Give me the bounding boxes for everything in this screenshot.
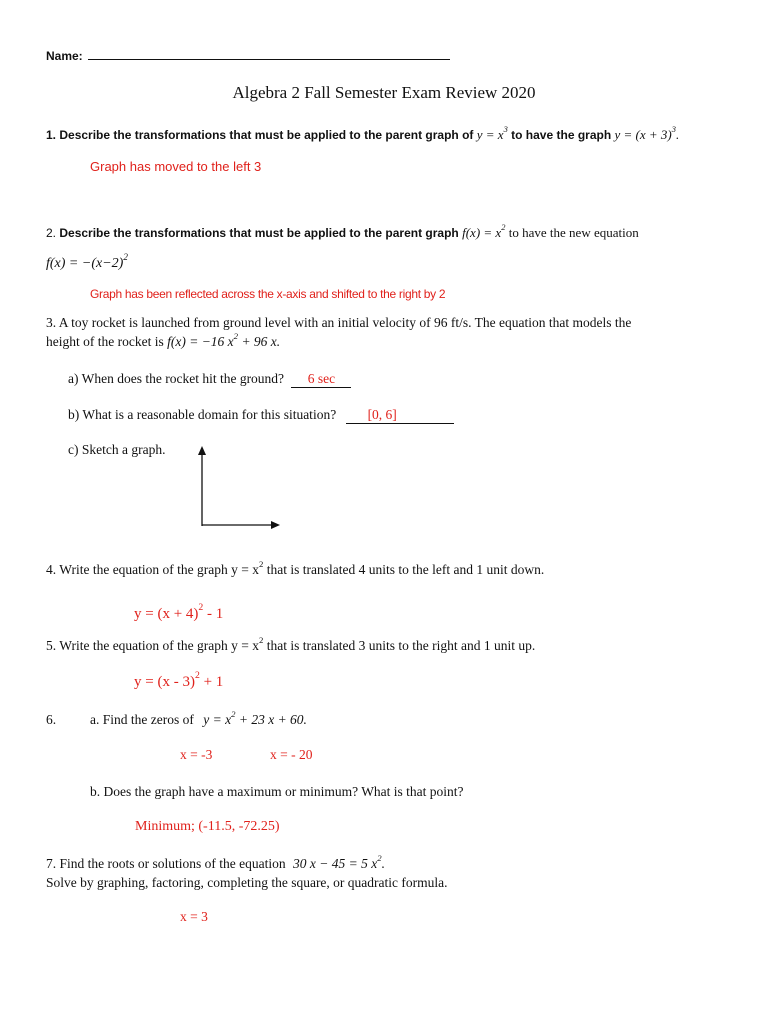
q4-answer: $y = (x + 4)^2 - 1$ xyxy=(134,602,224,622)
q7-equation: 30 x − 45 = 5 $x^2$. xyxy=(292,852,385,871)
q1-target-equation: $y = (x + 3)^3$. xyxy=(614,123,680,142)
name-blank-line[interactable] xyxy=(88,48,450,60)
x-axis-arrow xyxy=(271,521,280,529)
q5-answer: y = (x - 3)$^2$ + 1 xyxy=(134,670,224,690)
q3a-question: a) When does the rocket hit the ground? xyxy=(68,371,285,386)
question-4: 4. Write the equation of the graph $y = x^2$ that is translated 4 units to the left and 1 unit down. xyxy=(46,558,545,577)
page-title: Algebra 2 Fall Semester Exam Review 2020 xyxy=(232,83,536,102)
question-1 xyxy=(46,123,680,143)
q1-answer: Graph has moved to the left 3 xyxy=(90,159,262,174)
y-axis-arrow xyxy=(198,446,206,455)
q2-parent-equation: $f(x) = x^2$ xyxy=(462,221,506,240)
q1-text-b: to have the graph xyxy=(511,128,612,142)
q3a-answer: 6 sec xyxy=(307,371,336,386)
q7-instructions: Solve by graphing, factoring, completing the square, or quadratic formula. xyxy=(46,875,448,890)
q3-line-2: height of the rocket is f(x) = −16 $x^2 + 96$ x. xyxy=(46,330,281,349)
q2-text-a: Describe the transformations that must be applied to the parent graph xyxy=(59,226,459,240)
q3a-answer-blank[interactable] xyxy=(291,371,351,388)
q3a-row xyxy=(68,371,351,388)
sketch-axes xyxy=(190,440,290,535)
q3-rocket-equation: f(x) = −16 $x^2 + 96$ x. xyxy=(167,330,281,349)
q3b-answer: [0, 6] xyxy=(367,407,397,422)
q6a-question: a. Find the zeros of xyxy=(90,712,194,727)
question-2 xyxy=(46,221,639,241)
q3b-row xyxy=(68,407,454,424)
name-label: Name: xyxy=(46,49,83,63)
name-row xyxy=(46,48,450,63)
q6b-answer: Minimum; (-11.5, -72.25) xyxy=(135,819,280,834)
q2-new-equation: $f(x) = -(x-2)^2$ xyxy=(46,251,128,271)
q6-equation: $y = x^2 + 23$ x + 60. xyxy=(203,708,307,727)
question-7: 7. Find the roots or solutions of the equation 30 x − 45 = 5 $x^2$. xyxy=(46,852,385,871)
q2-text-b: to have the new equation xyxy=(508,225,639,240)
q6-number: 6. xyxy=(46,712,57,727)
q7-answer: x = 3 xyxy=(180,909,208,924)
q2-answer: Graph has been reflected across the x-axis and shifted to the right by 2 xyxy=(90,287,446,301)
q3c-question: c) Sketch a graph. xyxy=(68,442,166,457)
q2-number: 2. xyxy=(46,226,57,240)
question-5: 5. Write the equation of the graph $y = x^2$ that is translated 3 units to the right and 1 unit up. xyxy=(46,634,536,653)
q6a-row xyxy=(90,708,307,728)
q1-parent-equation: $y = x^3$ xyxy=(476,123,508,142)
q3b-question: b) What is a reasonable domain for this situation? xyxy=(68,407,337,422)
q3-line-1: 3. A toy rocket is launched from ground level with an initial velocity of 96 ft/s. The equation that models the xyxy=(46,315,632,330)
q6-zero-2: x = - 20 xyxy=(270,747,313,762)
q6-zero-1: x = -3 xyxy=(180,747,213,762)
q3b-answer-blank[interactable] xyxy=(346,407,454,424)
q6b-question: b. Does the graph have a maximum or minimum? What is that point? xyxy=(90,784,464,799)
q1-number: 1. xyxy=(46,128,57,142)
q1-text-a: Describe the transformations that must be applied to the parent graph of xyxy=(59,128,474,142)
